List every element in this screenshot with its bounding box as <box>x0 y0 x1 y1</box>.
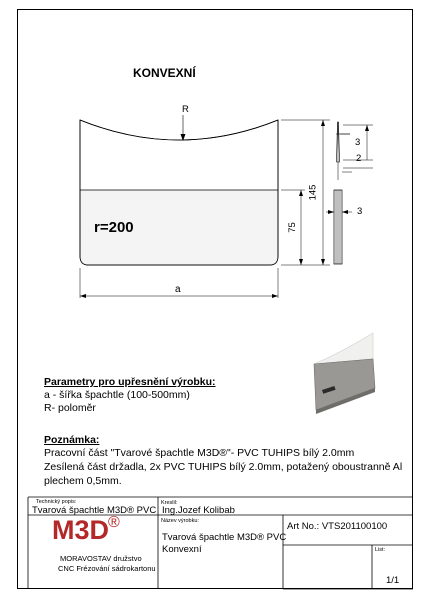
spatula-side-view <box>334 122 342 264</box>
note-line: Zesílená část držadla, 2x PVC TUHIPS bílý 2.0mm, potažený oboustranně Al <box>44 461 403 473</box>
radius-value-label: r=200 <box>94 219 134 236</box>
note-line: Pracovní část "Tvarové špachtle M3D®"- PVC TUHIPS bílý 2.0mm <box>44 447 355 459</box>
company-tagline: CNC Frézování sádrokartonu <box>58 564 156 573</box>
parameter-line: R- poloměr <box>44 402 96 414</box>
m3d-logo: M3D <box>52 515 110 545</box>
dimension-3-side-label: 3 <box>357 206 363 217</box>
technical-description-label: Technický popis: <box>36 499 77 505</box>
note-heading: Poznámka: <box>44 434 100 446</box>
sheet-label: List: <box>375 547 386 553</box>
parameters-heading: Parametry pro upřesnění výrobku: <box>44 376 216 388</box>
drawn-by-label: Kreslil: <box>161 500 178 506</box>
dimension-75-label: 75 <box>286 222 298 233</box>
dimension-3-top-label: 3 <box>355 137 361 148</box>
spatula-photo <box>314 333 375 414</box>
product-name-label: Název výrobku: <box>161 518 199 524</box>
company-name: MORAVOSTAV družstvo <box>60 554 142 563</box>
dimension-145-label: 145 <box>307 184 319 201</box>
drawing-title: KONVEXNÍ <box>133 66 196 80</box>
dimension-a-label: a <box>175 284 181 295</box>
article-number: Art No.: VTS201100100 <box>287 521 388 532</box>
parameter-line: a - šířka špachtle (100-500mm) <box>44 389 190 401</box>
product-name-line-1: Tvarová špachtle M3D® PVC <box>162 532 287 543</box>
dimension-2-label: 2 <box>356 153 362 164</box>
technical-description-value: Tvarová špachtle M3D® PVC <box>32 505 157 516</box>
drawn-by-value: Ing.Jozef Kolibab <box>162 505 235 516</box>
m3d-logo-registered: ® <box>108 514 120 531</box>
product-name-line-2: Konvexní <box>162 544 202 555</box>
sheet-value: 1/1 <box>386 575 400 586</box>
radius-label: R <box>182 104 189 115</box>
note-line: plechem 0,5mm. <box>44 475 122 487</box>
